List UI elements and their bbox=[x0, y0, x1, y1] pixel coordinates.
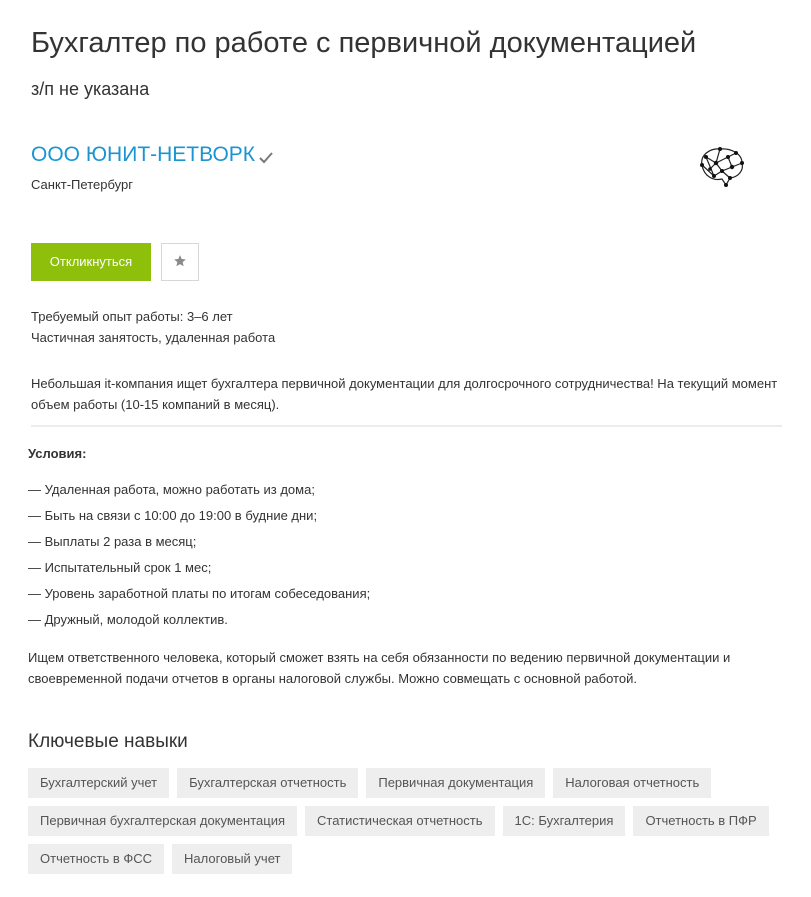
star-icon bbox=[173, 254, 187, 271]
favorite-button[interactable] bbox=[161, 243, 199, 281]
check-icon bbox=[258, 151, 274, 165]
skill-tag: Налоговый учет bbox=[172, 844, 292, 874]
skill-tag: Статистическая отчетность bbox=[305, 806, 495, 836]
skill-tag: Бухгалтерский учет bbox=[28, 768, 169, 798]
condition-item: — Удаленная работа, можно работать из дома; bbox=[28, 482, 315, 497]
description-outro: Ищем ответственного человека, который сможет взять на себя обязанности по ведению первичной документации и своевременной подачи отчетов в органы налоговой службы. Можно совмещать с основной работой. bbox=[28, 650, 731, 686]
skill-tag: Отчетность в ПФР bbox=[633, 806, 768, 836]
salary-text: з/п не указана bbox=[31, 79, 150, 99]
respond-button[interactable]: Откликнуться bbox=[31, 243, 151, 281]
skills-list bbox=[28, 768, 788, 874]
company-row bbox=[31, 141, 274, 169]
vacancy-meta bbox=[31, 306, 275, 348]
skills-heading: Ключевые навыки bbox=[28, 731, 188, 752]
skill-tag: Отчетность в ФСС bbox=[28, 844, 164, 874]
description-intro: Небольшая it-компания ищет бухгалтера первичной документации для долгосрочного сотрудничества! На текущий момент объем работы (10-15 компаний в месяц). bbox=[31, 376, 778, 412]
brain-network-logo-icon bbox=[692, 143, 748, 193]
condition-item: — Выплаты 2 раза в месяц; bbox=[28, 534, 197, 549]
condition-item: — Дружный, молодой коллектив. bbox=[28, 612, 228, 627]
condition-item: — Быть на связи с 10:00 до 19:00 в будние дни; bbox=[28, 508, 318, 523]
skill-tag: Первичная бухгалтерская документация bbox=[28, 806, 297, 836]
condition-item: — Уровень заработной платы по итогам собеседования; bbox=[28, 586, 371, 601]
vacancy-title: Бухгалтер по работе с первичной документацией bbox=[31, 27, 697, 59]
skill-tag: Первичная документация bbox=[366, 768, 545, 798]
conditions-list bbox=[28, 481, 370, 637]
company-logo[interactable] bbox=[692, 143, 748, 193]
conditions-heading: Условия: bbox=[28, 446, 87, 461]
employment-text: Частичная занятость, удаленная работа bbox=[31, 330, 276, 345]
divider bbox=[31, 425, 782, 427]
skill-tag: 1С: Бухгалтерия bbox=[503, 806, 626, 836]
skill-tag: Налоговая отчетность bbox=[553, 768, 711, 798]
company-city: Санкт-Петербург bbox=[31, 177, 133, 192]
experience-text: Требуемый опыт работы: 3–6 лет bbox=[31, 309, 233, 324]
skill-tag: Бухгалтерская отчетность bbox=[177, 768, 358, 798]
condition-item: — Испытательный срок 1 мес; bbox=[28, 560, 212, 575]
company-link[interactable]: ООО ЮНИТ-НЕТВОРК bbox=[31, 143, 256, 166]
